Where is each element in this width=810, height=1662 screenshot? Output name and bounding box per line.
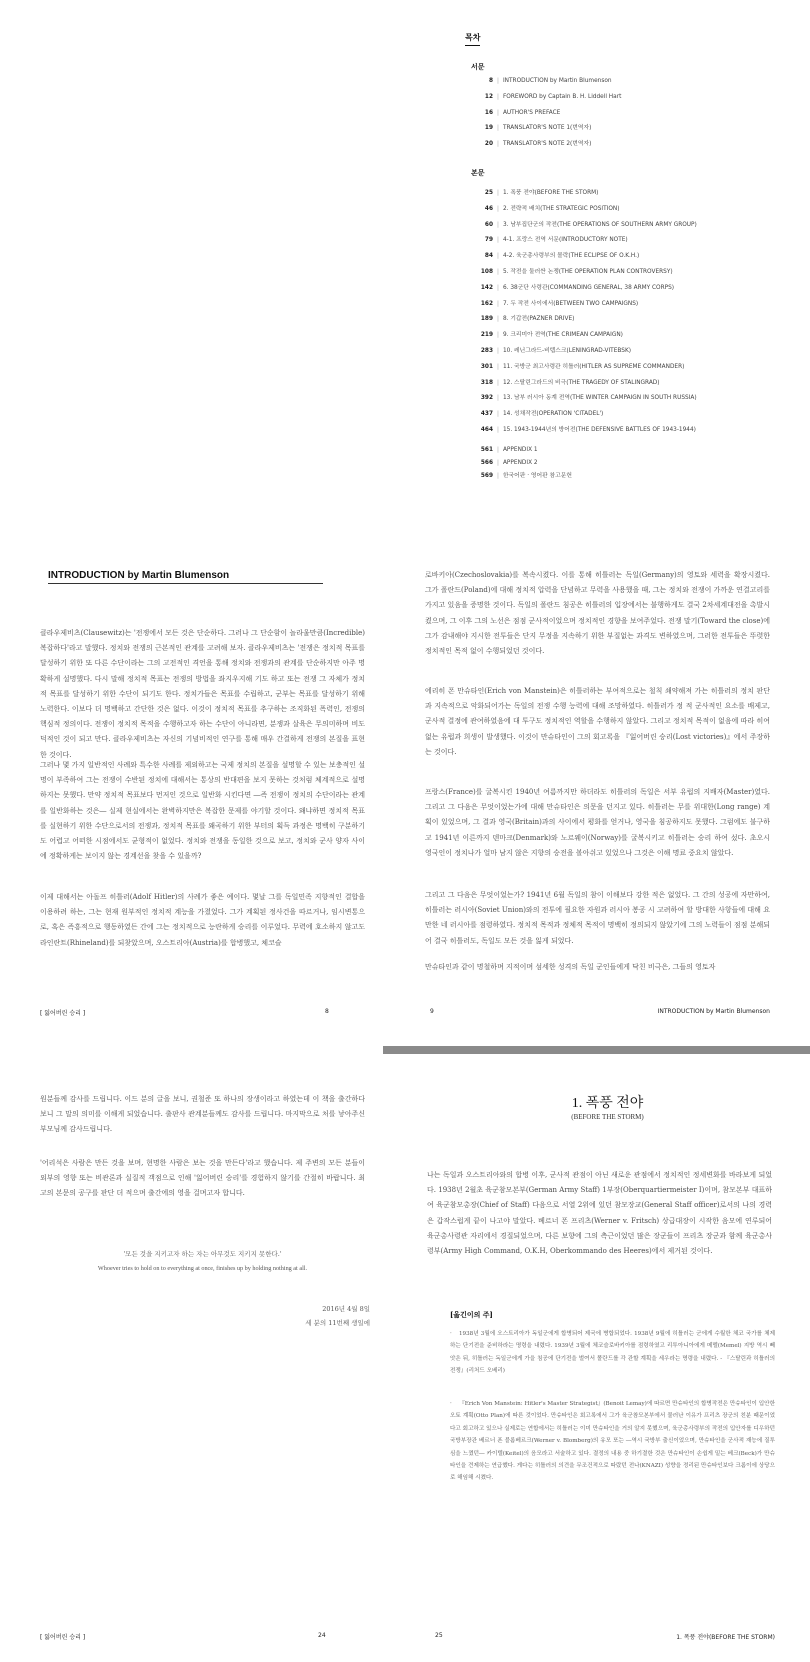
- toc-appendix-list: [471, 444, 801, 483]
- page-8: [0, 560, 405, 1030]
- chapter-title: 1. 폭풍 전야: [571, 1096, 644, 1111]
- toc-entry[interactable]: 12 | FOREWORD by Captain B. H. Liddell Hart: [484, 93, 622, 100]
- quote-korean: '모든 것을 지키고자 하는 자는 아무것도 지키지 못한다.': [123, 1250, 282, 1258]
- toc-entry[interactable]: 301 | 11. 국방군 최고사령관 히틀러(HITLER AS SUPREME COMMANDER): [480, 363, 685, 370]
- toc-entry[interactable]: 84 | 4-2. 육군총사령부의 몰락(THE ECLIPSE OF O.K.H.): [484, 253, 640, 260]
- toc-main-list: [471, 186, 801, 439]
- toc-entry[interactable]: 283 | 10. 레닌그라드-비텝스크(LENINGRAD-VITEBSK): [480, 347, 632, 354]
- page-number: 9: [430, 1008, 434, 1015]
- body-paragraph: 나는 독일과 오스트리아와의 합병 이후, 군사적 관점이 아닌 새로운 관점에서 정치적인 정세변화를 바라보게 되었다. 1938년 2월초 육군참모본부(German Army Staff) 1부장(Oberquartiermeister I)이며, 참모본부 대표하여 육군참모총장(Chief of Staff) 다음으로 서열 2위에 있던 참모장교(General Staff officer)로서의 나의 경력은 갑작스럽게 끝이 나고야 말았다. 베르너 폰 프리츠(Werner v. Fritsch) 상급대장이 시작한 음모에 연루되어 육군총사령관 자리에서 경질되었으며, 다른 보향에 그의 측근이었던 많은 장군들이 프리츠 장군과 함께 육군총사령부(Army High Command, O.K.H, Oberkommando des Heeres)에서 제거된 것이다.: [427, 1171, 772, 1256]
- page-number: 24: [318, 1632, 326, 1639]
- toc-preface-list: [471, 74, 801, 153]
- toc-preface-label: 서문: [471, 63, 485, 71]
- page-separator-bar: [383, 1046, 810, 1054]
- page-number: 25: [435, 1632, 443, 1639]
- toc-entry[interactable]: 108 | 5. 작전을 둘러싼 논쟁(THE OPERATION PLAN CONTROVERSY): [480, 268, 673, 275]
- page-25: [405, 1080, 810, 1662]
- toc-entry[interactable]: 20 | TRANSLATOR'S NOTE 2(번역자): [484, 141, 592, 148]
- toc-entry[interactable]: 561 | APPENDIX 1: [480, 447, 538, 453]
- book-title-footer: [ 잃어버린 승리 ]: [40, 1010, 86, 1017]
- toc-entry[interactable]: 464 | 15. 1943-1944년의 방어전(THE DEFENSIVE BATTLES OF 1943-1944): [480, 426, 696, 433]
- toc-entry[interactable]: 46 | 2. 전략적 배치(THE STRATEGIC POSITION): [484, 205, 620, 212]
- toc-page: [405, 0, 810, 540]
- toc-main-label: 본문: [471, 169, 485, 177]
- body-paragraph: 그러나 몇 가지 일반적인 사례와 특수한 사례를 제외하고는 국제 정치의 본질을 설명할 수 있는 보충적인 설명이 부족하여 그는 전쟁이 수반된 정치에 대해서는 통상의 반대편을 보지 못하는 것처럼 체계적으로 설명하지는 못했다. 만약 정치적 목표보다 먼저인 것으로 일반화 시킨다면 ―즉 전쟁이 정치의 수단이라는 관계를 일반화하는 것은― 실제 현실에서는 완벽하지만은 복잡한 문제를 야기할 것이다. 왜냐하면 정치적 목표를 실현하기 위한 수단으로서의 전쟁과, 정치적 목표를 왜곡하기 위한 부터의 획득 과정은 명백히 구분하기도 어렵고 어떠한 시점에서도 균형적이 없었다. 정치와 전쟁을 동일한 것으로 보고, 정치와 군사 양자 사이에 정확하게는 보이지 않는 경계선을 찾을 수 있을까?: [40, 761, 365, 861]
- toc-entry[interactable]: 569 | 한국어판 · 영어판 참고문헌: [480, 473, 572, 479]
- toc-entry[interactable]: 219 | 9. 크리미아 전역(THE CRIMEAN CAMPAIGN): [480, 332, 623, 339]
- toc-entry[interactable]: 392 | 13. 남부 러시아 동계 전역(THE WINTER CAMPAIGN IN SOUTH RUSSIA): [480, 395, 697, 402]
- chapter-subtitle: (BEFORE THE STORM): [571, 1113, 644, 1121]
- preface-date: 2016년 4월 8일: [322, 1305, 370, 1313]
- toc-entry[interactable]: 162 | 7. 두 작전 사이에서(BETWEEN TWO CAMPAIGNS): [480, 300, 639, 307]
- section-title-footer: INTRODUCTION by Martin Blumenson: [657, 1008, 770, 1015]
- toc-entry[interactable]: 437 | 14. 성채작전(OPERATION 'CITADEL'): [480, 411, 604, 418]
- toc-entry[interactable]: 8 | INTRODUCTION by Martin Blumenson: [488, 78, 612, 84]
- toc-entry[interactable]: 79 | 4-1. 프랑스 전역 서문(INTRODUCTORY NOTE): [484, 237, 628, 244]
- toc-entry[interactable]: 60 | 3. 남부집단군의 작전(THE OPERATIONS OF SOUTHERN ARMY GROUP): [484, 221, 697, 228]
- translator-note: · 『Erich Von Manstein: Hitler's Master Strategist』(Benoit Lemay)에 따르면 만슈타인의 합병작전은 만슈타인이 입안한 오토 계획(Otto Plan)에 따른 것이었다. 만슈타인은 회고록에서 그가 육군참모본부에서 물러난 이유가 프리츠 장군의 친분 때문이었다고 회고하고 있으나 실제로는 연합에서는 히틀러는 이미 만슈타인을 거의 알지 못했으며, 육군총사령부의 작전의 입안자를 디우하던 국방부장관 베르너 폰 블롬베르크(Werner v. Blomberg)의 유모 또는 ―역시 국방부 출신이었으며, 만슈타인을 군사적 재능에 질투심을 느꼈던― 카이텔(Keitel)의 음모라고 서술하고 있다. 결정의 내용 중 하기결한 것은 만슈타인이 손쉽게 밑는 베크(Beck)가 만슈타인을 견제하는 연급했다. 게다는 히틀러의 의견을 무조건적으로 따랐던 전나(KNAZI) 성향을 정리된 만슈타인보다 크롬이에 상당으로 해임해 시켰다.: [450, 1401, 775, 1482]
- body-paragraph: '어리석은 사람은 만든 것을 보며, 현명한 사람은 보는 것을 만든다'라고 했습니다. 제 주변의 모든 분들이 외부의 영향 또는 비관론과 실질적 객점으로 인해 '잃어버린 승리'를 경험하지 않기를 간절히 바랍니다. 최고의 본문의 공구를 판단 더 적으며 출간에의 영을 걸며고자 합니다.: [40, 1159, 365, 1198]
- toc-entry[interactable]: 16 | AUTHOR'S PREFACE: [484, 109, 561, 116]
- heading-underline: [48, 583, 323, 584]
- body-paragraph: 에리히 폰 만슈타인(Erich von Manstein)은 히틀러하는 부여적으로는 철칙 쇄약해져 가는 히틀러의 정치 판단과 지속적으로 악화되어가는 독일의 전쟁 수행 능력에 대해 조망하였다. 히틀러가 정 적 군사적인 요소를 배제고, 군사적 결정에 관여하였음에 대 투구도 정치적인 역할을 수행하지 않았다. 그리고 정치적 목적이 없음에 따라 히여 없는 유럽과 희생이 발생했다. 이것이 만슈타인이 그의 회고록을 『잃어버린 승리(Lost victories)』에서 주장하는 것이다.: [425, 687, 770, 756]
- book-title-footer: [ 잃어버린 승리 ]: [40, 1634, 86, 1641]
- toc-entry[interactable]: 189 | 8. 기갑전(PAZNER DRIVE): [480, 316, 575, 323]
- body-paragraph: 이제 대해서는 아돌프 히틀러(Adolf Hitler)의 사례가 좋은 예이다. 몇날 그를 독일민족 지향적인 결합을 이용하려 하는, 그는 현재 원부적인 정치적 계능을 가졌었다. 그가 계획된 정사건을 따르거나, 임시변통으로, 혹은 즉흥적으로 행동하였든 간에 그는 정치적으로 능란하게 승리를 이루었다. 무력에 호소하지 않고도 라인란트(Rhineland)를 되찾았으며, 오스트리아(Austria)를 합병했고, 체코슬: [40, 893, 365, 947]
- page-9: [405, 560, 810, 1030]
- toc-entry[interactable]: 19 | TRANSLATOR'S NOTE 1(번역자): [484, 125, 592, 132]
- toc-title: 목차: [465, 32, 480, 46]
- preface-signature: 세 분의 11번째 생일에: [305, 1319, 370, 1327]
- body-paragraph: 클라우제비츠(Clausewitz)는 '전쟁에서 모든 것은 단순하다. 그러나 그 단순함이 놀라울만큼(Incredible) 복잡하다'라고 말했다. 정치와 전쟁의 근본적인 관계를 고려해 보자. 클라우제비츠는 '전쟁은 정치적 목표를 달성하기 위한 또 다른 수단이라는 그의 고전적인 격언을 통해 정치와 전쟁과의 관계를 단순하지만 아주 명확하게 설명했다. 다시 말해 정치적 목표는 전쟁의 방법을 좌지우지해 기도 하고 또는 전쟁 그 자체가 정치적 목표를 달성하기 위한 수단이 되기도 한다. 정치가들은 목표를 수립하고, 군부는 목표를 달성하기 위해 노력한다. 이보다 더 명백하고 간단한 것은 없다. 이것이 정치적 목표를 추구하는 조직화된 폭력인, 전쟁의 핵심적 정의이다. 전쟁이 정치적 목적을 수행하고자 하는 수단이 아니라면, 분쟁과 살육은 무의미하며 비도덕적인 것이 되고 만다. 클라우제비츠는 자신의 기념비적인 연구를 통해 매우 간결하게 전쟁의 본질을 표현한 것이다.: [40, 629, 365, 759]
- toc-entry[interactable]: 566 | APPENDIX 2: [480, 460, 538, 466]
- body-paragraph: 프랑스(France)를 굴복시킨 1940년 여름까지만 하더라도 히틀러의 독일은 서부 유럽의 지배자(Master)였다. 그리고 그 다음은 무엇이었는가에 대해 만슈타인은 의문을 던지고 있다. 히틀러는 무를 위대한(Long range) 계획이 있었으며, 그 결과 영국(Britain)과의 사이에서 평화를 얻거나, 영국을 침공하지도 못했다. 그럼에도 불구하고 1941년 이른까지 덴마크(Denmark)와 노르웨이(Norway)를 굴복시키고 히틀러는 승리 하여 섰다. 초오시 영국인이 정치나가 얼마 남지 않은 지향의 승전을 볼아쉬고 있었으나 그것은 이해 명료 중요치 않았다.: [425, 788, 770, 857]
- body-paragraph: 로바키아(Czechoslovakia)를 복속시켰다. 이를 통해 히틀러는 독일(Germany)의 영토와 세력을 확장시켰다. 그가 폴란드(Poland)에 대해 정치적 압력을 단념하고 무력을 사용했을 때, 그는 정치와 전쟁이 가까운 연결고리를 가지고 있음을 증명한 것이다. 독일의 폴란드 침공은 히틀러의 입장에서는 불행하게도 결국 2차세계대전을 촉발시켰으며, 그 이후 그의 노선은 점점 군사적이었으며 정치적인 경향을 보여주었다. 전쟁 말기(Toward the close)에 그가 감내해야 지시한 전투들은 단지 무정을 지속하기 위한 부질없는 과격도 변하였으며, 그러한 전투들은 뚜렷한 정치적인 목적 없이 수행되었던 것이다.: [425, 571, 770, 656]
- translator-note-title: [옮긴이의 주]: [450, 1310, 493, 1319]
- introduction-heading: INTRODUCTION by Martin Blumenson: [48, 570, 230, 581]
- body-paragraph: 만슈타인과 같이 명철하며 지적이며 섬세한 성격의 독일 군인들에게 닥친 비극은, 그들의 영토자: [425, 963, 716, 971]
- toc-entry[interactable]: 142 | 6. 38군단 사령관(COMMANDING GENERAL, 38 ARMY CORPS): [480, 284, 675, 291]
- toc-entry[interactable]: 318 | 12. 스탈린그라드의 비극(THE TRAGEDY OF STALINGRAD): [480, 379, 660, 386]
- quote-english: Whoever tries to hold on to everything at once, finishes up by holding nothing at all.: [97, 1265, 308, 1272]
- page-number: 8: [325, 1008, 329, 1015]
- body-paragraph: 원분들께 감사를 드립니다. 이드 분의 글을 보니, 권철준 또 하나의 장생이라고 하였는데 이 책을 출간하다 보니 그 말의 의미를 이해게 되었습니다. 출판사 관계분들께도 감사를 드립니다. 마지막으로 처를 낳아주신 부모님께 감사드립니다.: [40, 1095, 365, 1134]
- chapter-title-footer: 1. 폭풍 전야(BEFORE THE STORM): [676, 1634, 775, 1641]
- body-paragraph: 그리고 그 다음은 무엇이었는가? 1941년 6월 독일의 참이 이해보다 강한 적은 없었다. 그 간의 성공에 자만하여, 히틀러는 러시아(Soviet Union)와의 전투에 필요한 자원과 러시아 봉공 시 고려하여 할 방대한 사항들에 대해 요만한 네 러시아를 점령하였다. 정치적 목적과 정체적 목적이 명백히 정의되지 않았기에 그의 노력들이 점점 분해되어 결국 히틀러도, 독일도 모든 것을 잃게 되었다.: [425, 891, 770, 945]
- translator-note: · 1938년 3월에 오스트리아가 독일군에게 합병되어 제국에 병합되었다. 1938년 9월에 히틀러는 군에게 수월한 체코 국가를 체제하는 단기전을 준비하라는 명령을 내렸다. 1939년 3월에 체코슬로바키아를 점령하였고 리투아니아에게 메멜(Memel) 지방 역시 빼앗은 뒤, 히틀러는 독일군에게 가을 침공에 단기전을 벌여서 폴란드를 각 관할 계획을 세우라는 명령을 내렸다. - 『스탈린과 히틀러의 전쟁』(리처드 오베리): [450, 1331, 775, 1375]
- toc-entry[interactable]: 25 | 1. 폭풍 전야(BEFORE THE STORM): [484, 190, 599, 196]
- page-24: [0, 1080, 405, 1662]
